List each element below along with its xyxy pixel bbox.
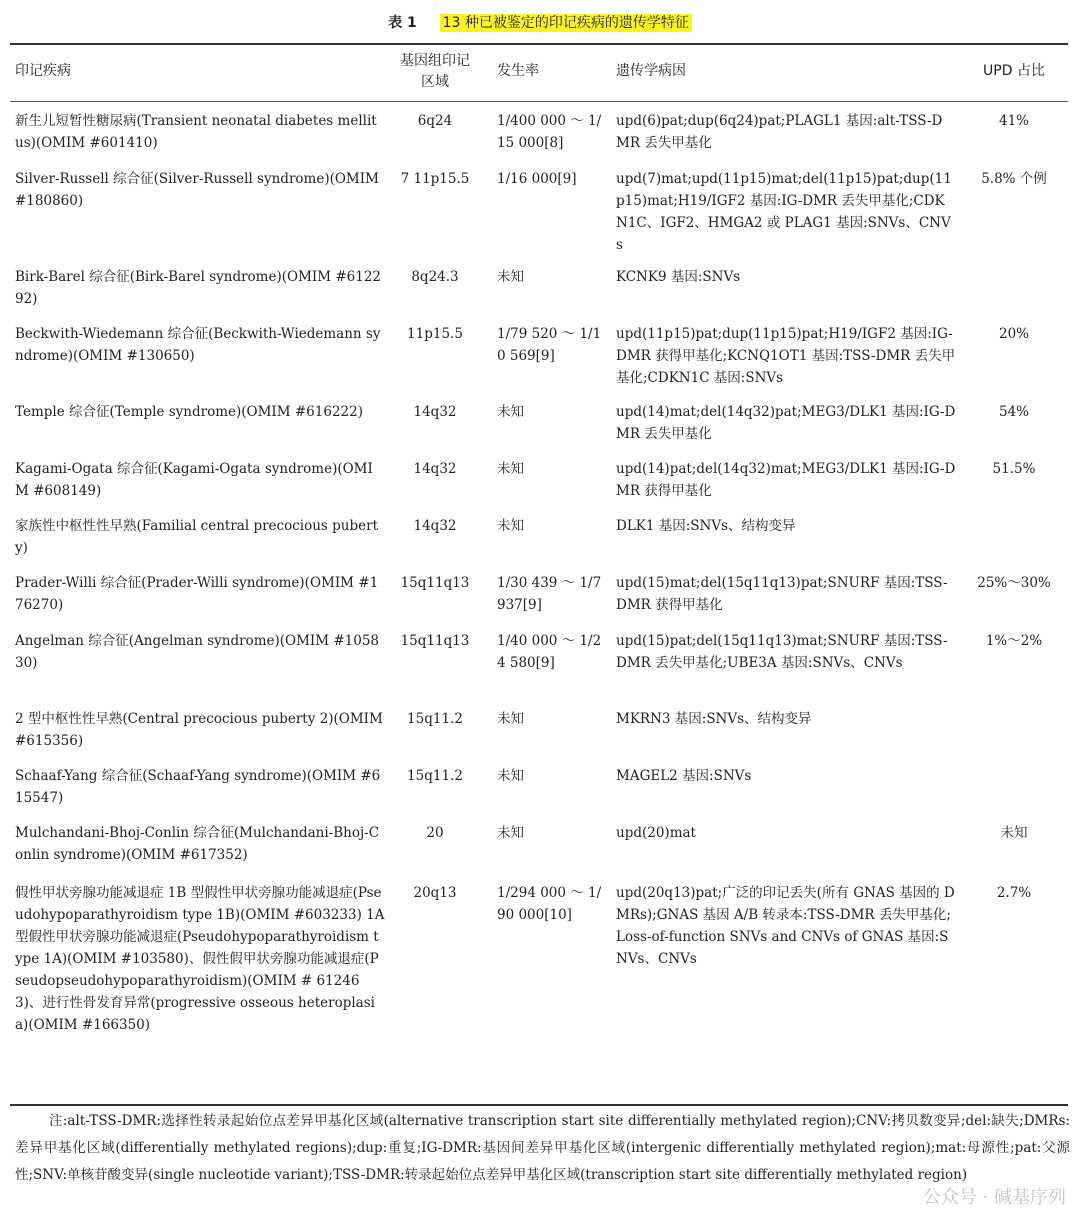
row-6-upd: 51.5% [992,461,1036,477]
note-text: 注:alt-TSS-DMR:选择性转录起始位点差异甲基化区域(alternative transcription start site differentially methylated region);CNV:拷贝数变异;del:缺失;DMRs:差异甲基化区域(differentially methylated regions);dup:重复;IG-DMR:基因间差异甲基化区域(intergenic differentially methylated region);mat:母源性;pat:父源性;SNV:单核苷酸变异(single nucleotide variant);TSS-DMR:转录起始位点差异甲基化区域(transcription start site differentially methylated region) [15,1113,1070,1183]
row-9-incidence: 1/40 000 ～ 1/24 580[9] [497,633,602,671]
row-8-genetics: upd(15)mat;del(15q11q13)pat;SNURF 基因:TSS-DMR 获得甲基化 [616,575,948,613]
table-bottom-rule [10,1104,1068,1106]
row-1-incidence: 1/400 000 ～ 1/15 000[8] [497,113,602,151]
row-2-disease: Silver-Russell 综合征(Silver-Russell syndrome)(OMIM #180860) [15,171,379,209]
row-7-region: 14q32 [413,518,457,534]
row-1-upd: 41% [998,113,1029,129]
header-upd: UPD 占比 [983,63,1045,79]
row-12-incidence: 未知 [497,825,524,841]
row-10-region: 15q11.2 [407,711,463,727]
row-3-region: 8q24.3 [411,269,459,285]
table-caption [0,11,1080,34]
row-1-disease: 新生儿短暂性糖尿病(Transient neonatal diabetes mellitus)(OMIM #601410) [15,113,377,151]
row-3-incidence: 未知 [497,269,524,285]
row-2-incidence: 1/16 000[9] [497,171,577,187]
row-8-incidence: 1/30 439 ～ 1/7 937[9] [497,575,602,613]
row-1-region: 6q24 [417,113,453,129]
row-3-genetics: KCNK9 基因:SNVs [616,269,741,285]
row-8-disease: Prader-Willi 综合征(Prader-Willi syndrome)(OMIM #176270) [15,575,379,613]
row-4-upd: 20% [998,326,1029,342]
row-12-upd: 未知 [1000,825,1028,841]
row-6-genetics: upd(14)pat;del(14q32)mat;MEG3/DLK1 基因:IG-DMR 获得甲基化 [616,461,956,499]
row-4-genetics: upd(11p15)pat;dup(11p15)pat;H19/IGF2 基因:IG-DMR 获得甲基化;KCNQ1OT1 基因:TSS-DMR 丢失甲基化;CDKN1C 基因:SNVs [616,326,956,386]
row-7-incidence: 未知 [497,518,524,534]
row-5-upd: 54% [998,404,1029,420]
row-13-genetics: upd(20q13)pat;广泛的印记丢失(所有 GNAS 基因的 DMRs);GNAS 基因 A/B 转录本:TSS-DMR 丢失甲基化;Loss-of-function SNVs and CNVs of GNAS 基因:SNVs、CNVs [616,885,955,967]
row-6-disease: Kagami-Ogata 综合征(Kagami-Ogata syndrome)(OMIM #608149) [15,461,373,499]
row-7-disease: 家族性中枢性性早熟(Familial central precocious puberty) [15,518,378,556]
row-6-region: 14q32 [413,461,457,477]
row-5-genetics: upd(14)mat;del(14q32)pat;MEG3/DLK1 基因:IG-DMR 丢失甲基化 [616,404,956,442]
header-genetics: 遗传学病因 [616,63,686,79]
row-11-disease: Schaaf-Yang 综合征(Schaaf-Yang syndrome)(OMIM #615547) [15,768,381,806]
row-9-genetics: upd(15)pat;del(15q11q13)mat;SNURF 基因:TSS-DMR 丢失甲基化;UBE3A 基因:SNVs、CNVs [616,633,948,671]
row-9-upd: 1%～2% [985,633,1043,649]
header-incidence: 发生率 [497,63,539,79]
row-13-region: 20q13 [413,885,457,901]
row-12-genetics: upd(20)mat [616,825,696,841]
row-2-upd: 5.8% 个例 [981,171,1047,187]
row-13-upd: 2.7% [996,885,1032,901]
table-note [15,1108,1070,1189]
header-disease: 印记疾病 [15,63,71,79]
row-5-incidence: 未知 [497,404,524,420]
row-2-genetics: upd(7)mat;upd(11p15)mat;del(11p15)pat;dup(11p15)mat;H19/IGF2 基因:IG-DMR 丢失甲基化;CDKN1C、IGF2、HMGA2 或 PLAG1 基因:SNVs、CNVs [616,171,952,253]
row-13-incidence: 1/294 000 ～ 1/90 000[10] [497,885,602,923]
row-4-incidence: 1/79 520 ～ 1/10 569[9] [497,326,602,364]
row-11-incidence: 未知 [497,768,524,784]
row-4-region: 11p15.5 [407,326,463,342]
row-10-genetics: MKRN3 基因:SNVs、结构变异 [616,711,812,727]
row-4-disease: Beckwith-Wiedemann 综合征(Beckwith-Wiedemann syndrome)(OMIM #130650) [15,326,381,364]
row-8-region: 15q11q13 [400,575,470,591]
row-12-disease: Mulchandani-Bhoj-Conlin 综合征(Mulchandani-Bhoj-Conlin syndrome)(OMIM #617352) [15,825,380,863]
table-top-rule [10,43,1068,45]
row-8-upd: 25%～30% [977,575,1051,591]
row-9-disease: Angelman 综合征(Angelman syndrome)(OMIM #105830) [15,633,380,671]
row-6-incidence: 未知 [497,461,524,477]
row-7-genetics: DLK1 基因:SNVs、结构变异 [616,518,796,534]
row-5-region: 14q32 [413,404,457,420]
row-3-disease: Birk-Barel 综合征(Birk-Barel syndrome)(OMIM #612292) [15,269,382,307]
table-label: 表 1 [388,15,417,31]
header-region: 基因组印记区域 [400,53,470,90]
row-9-region: 15q11q13 [400,633,470,649]
row-11-genetics: MAGEL2 基因:SNVs [616,768,752,784]
header-rule [10,101,1068,102]
row-11-region: 15q11.2 [407,768,463,784]
row-2-region: 7 11p15.5 [400,171,470,187]
row-10-incidence: 未知 [497,711,524,727]
watermark: 公众号 · 碱基序列 [922,1187,1066,1208]
row-1-genetics: upd(6)pat;dup(6q24)pat;PLAGL1 基因:alt-TSS-DMR 丢失甲基化 [616,113,943,151]
row-13-disease: 假性甲状旁腺功能减退症 1B 型假性甲状旁腺功能减退症(Pseudohypoparathyroidism type 1B)(OMIM #603233) 1A 型假性甲状旁腺功能减退症(Pseudohypoparathyroidism type 1A)(OMIM #103580)、假性假甲状旁腺功能减退症(Pseudopseudohypoparathyroidism)(OMIM # 612463)、进行性骨发育异常(progressive osseous heteroplasia)(OMIM #166350) [15,885,385,1033]
row-5-disease: Temple 综合征(Temple syndrome)(OMIM #616222) [15,404,363,420]
table-title: 13 种已被鉴定的印记疾病的遗传学特征 [440,14,692,32]
row-10-disease: 2 型中枢性性早熟(Central precocious puberty 2)(OMIM #615356) [15,711,383,749]
row-12-region: 20 [426,825,444,841]
